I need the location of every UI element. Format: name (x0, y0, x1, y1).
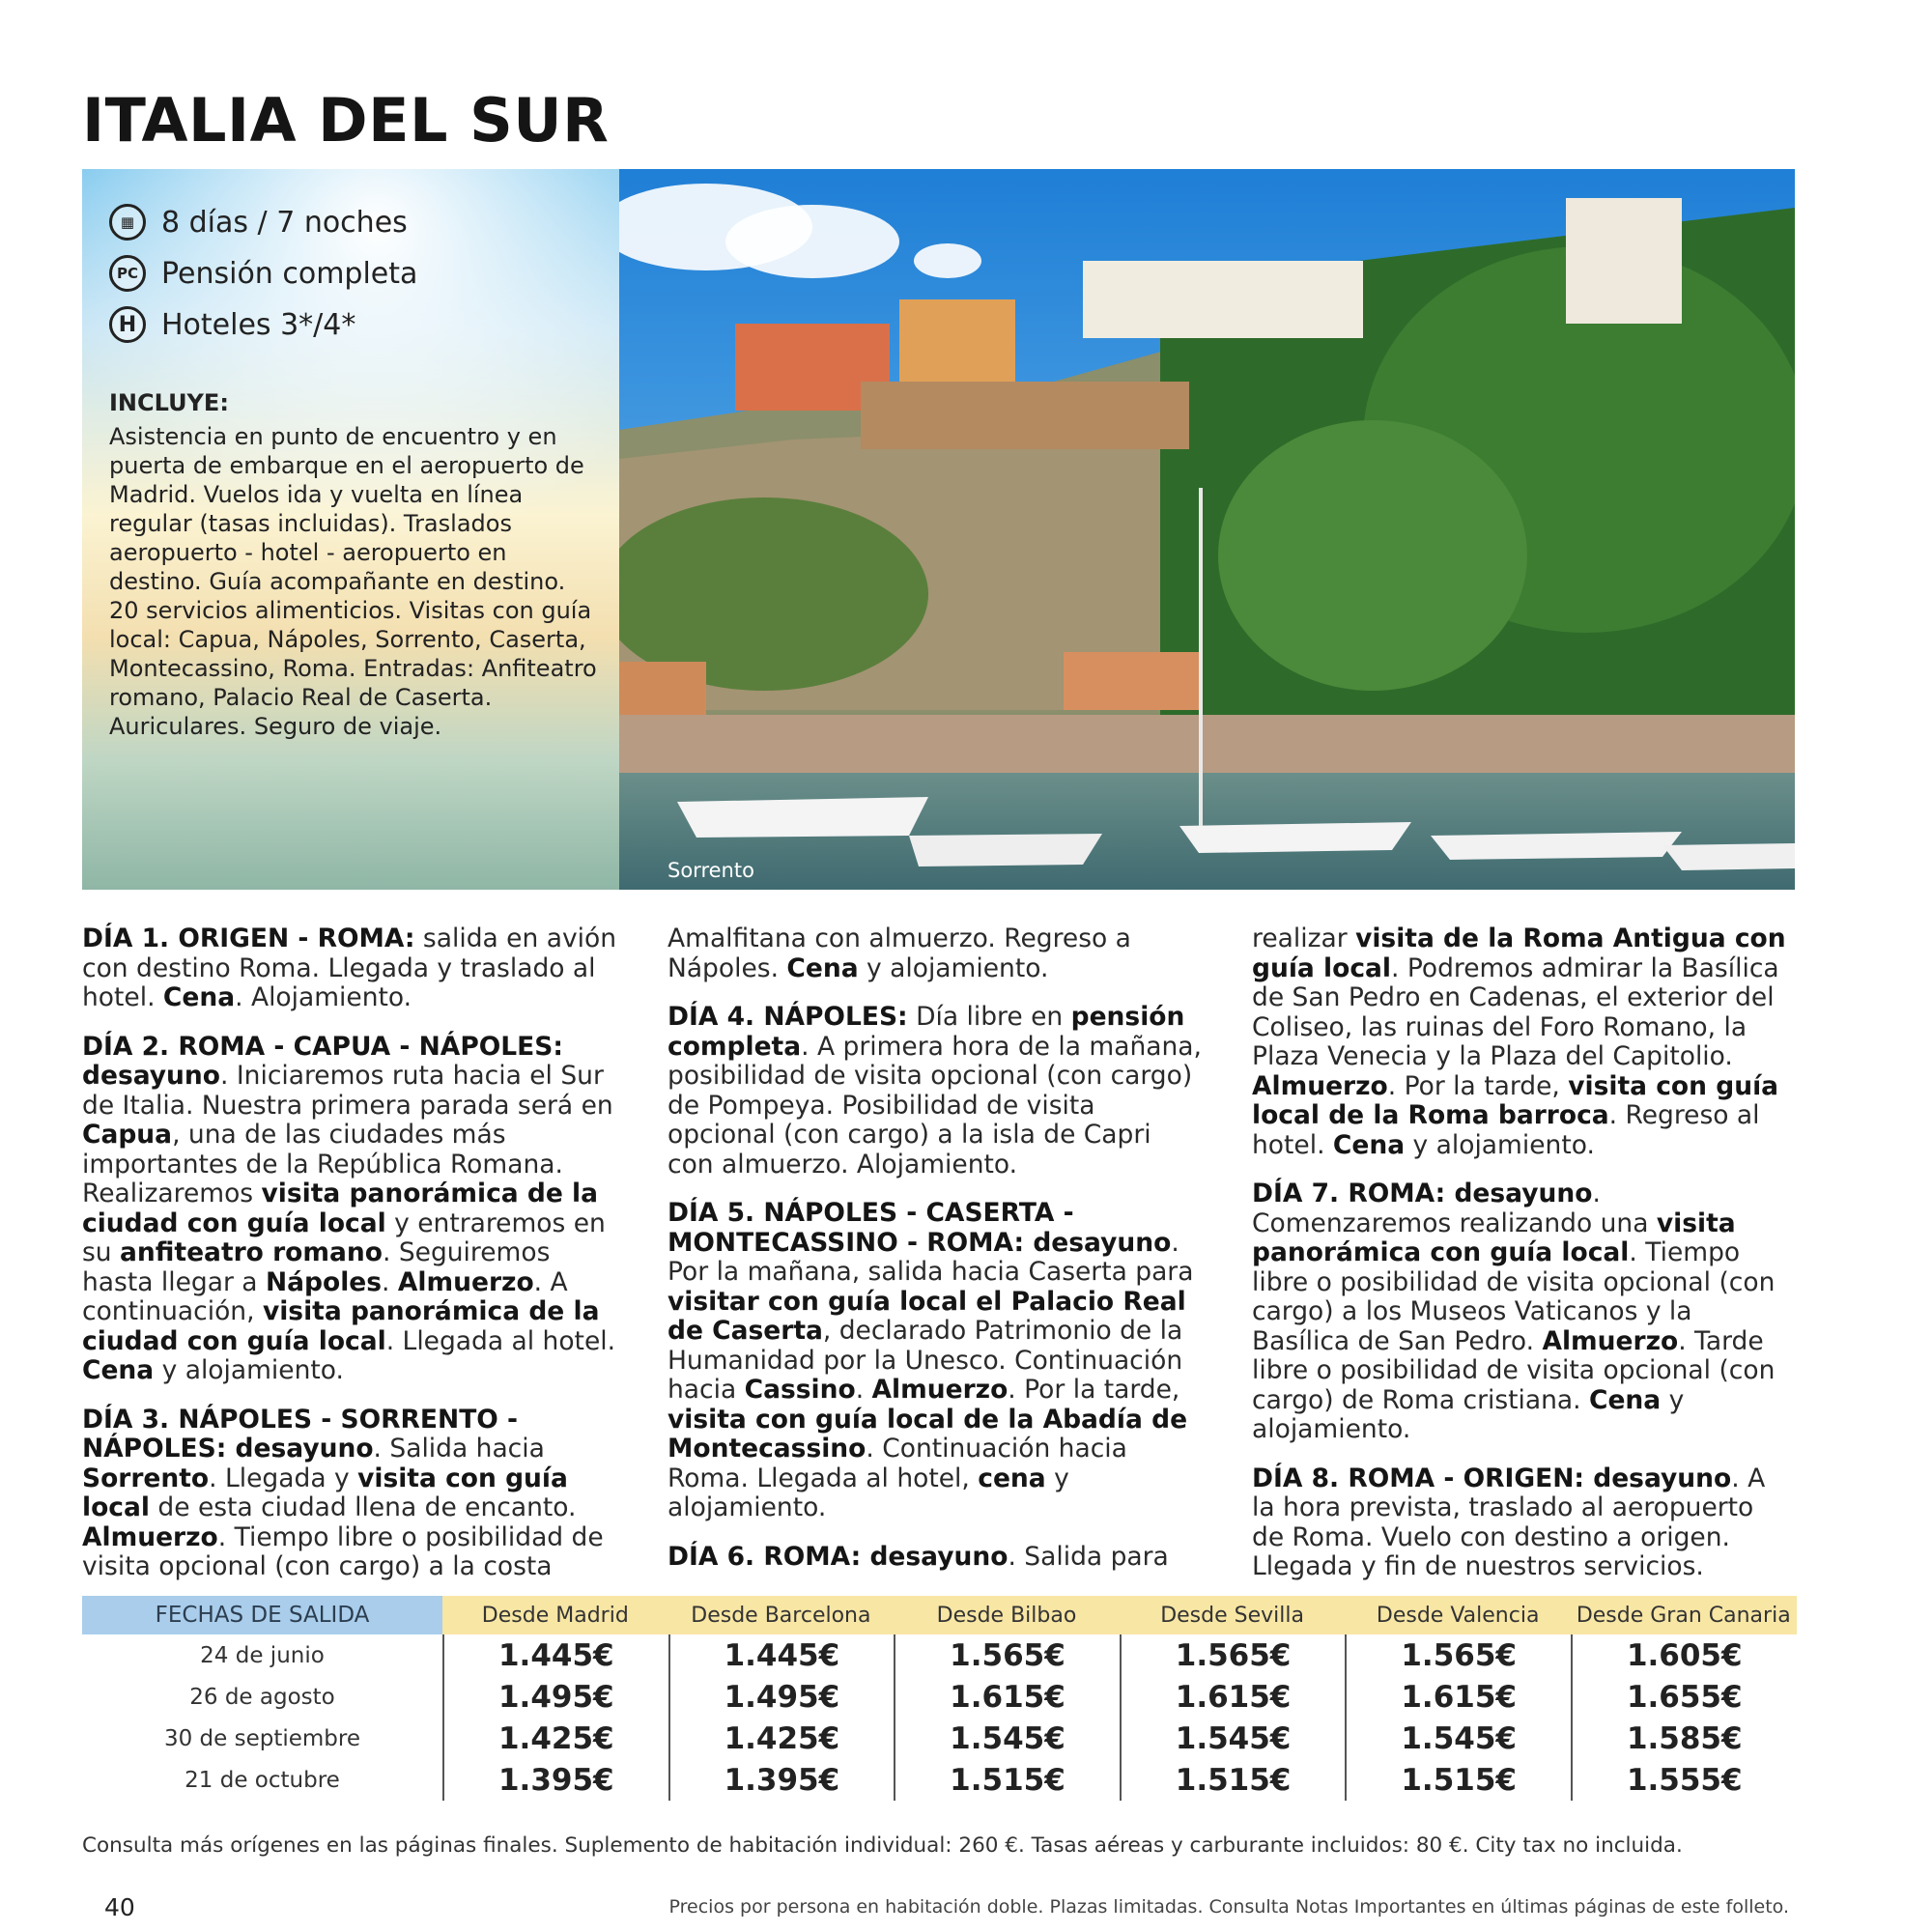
itinerary-text: de esta ciudad llena de encanto. (149, 1492, 577, 1522)
price-cell: 1.495€ (724, 1679, 840, 1715)
itinerary-bold-text: Almuerzo (1252, 1070, 1388, 1101)
price-table-header (82, 1596, 1797, 1634)
itinerary-text: realizar (1252, 923, 1356, 953)
price-cell: 1.585€ (1626, 1720, 1743, 1756)
itinerary-bold-text: anfiteatro romano (120, 1237, 383, 1267)
itinerary-text: , declarado Patrimonio de la Humanidad por la Unesco. Continuación hacia (668, 1316, 1183, 1405)
photo-caption: Sorrento (668, 859, 754, 882)
price-cell: 1.425€ (724, 1720, 840, 1756)
dates-header: FECHAS DE SALIDA (82, 1596, 442, 1634)
price-column-barcelona (668, 1634, 895, 1801)
price-cell: 1.495€ (497, 1679, 614, 1715)
itinerary-paragraph (668, 1199, 1204, 1523)
includes-title: INCLUYE: (109, 389, 229, 416)
page-number: 40 (104, 1893, 135, 1921)
itinerary-bold-text: DÍA 6. ROMA: desayuno (668, 1541, 1009, 1572)
price-cell: 1.395€ (497, 1762, 614, 1798)
itinerary-text: Día libre en (907, 1002, 1071, 1032)
itinerary-text: . Comenzaremos realizando una (1252, 1179, 1657, 1238)
itinerary-paragraph (1252, 924, 1788, 1160)
itinerary-paragraph (668, 1543, 1204, 1573)
price-table-body (82, 1634, 1797, 1801)
itinerary-bold-text: visita panorámica de la ciudad con guía local (82, 1296, 600, 1356)
hotel-icon: H (109, 306, 146, 343)
disclaimer: Precios por persona en habitación doble. Plazas limitadas. Consulta Notas Importantes en últimas páginas de este folleto. (668, 1896, 1789, 1918)
itinerary-text: . Salida hacia (373, 1434, 545, 1463)
itinerary-bold-text: visita panorámica de la ciudad con guía local (82, 1179, 599, 1238)
price-cell: 1.545€ (950, 1720, 1065, 1756)
dates-column (82, 1634, 442, 1801)
itinerary-bold-text: Almuerzo (871, 1375, 1009, 1405)
itinerary-bold-text: Cena (1332, 1129, 1406, 1160)
itinerary-bold-text: Nápoles (265, 1266, 383, 1297)
itinerary-bold-text: Almuerzo (397, 1266, 534, 1297)
page-title: ITALIA DEL SUR (82, 85, 610, 156)
itinerary-text: . Por la tarde, (1008, 1375, 1180, 1405)
itinerary-text: , una de las ciudades más importantes de la República Romana. Realizaremos (82, 1120, 563, 1208)
itinerary-text: . Por la tarde, (1387, 1070, 1569, 1101)
itinerary-bold-text: DÍA 1. ORIGEN - ROMA: (82, 923, 415, 953)
price-column-bilbao (894, 1634, 1120, 1801)
itinerary-paragraph (1252, 1464, 1788, 1582)
itinerary-text: . Tiempo libre o posibilidad de visita opcional (con cargo) a la costa (82, 1521, 604, 1581)
includes-text: Asistencia en punto de encuentro y en puerta de embarque en el aeropuerto de Madrid. Vuelos ida y vuelta en línea regular (tasas incluidas). Traslados aeropuerto - hotel - aeropuerto en destino. Guía acompañante en destino. 20 servicios alimenticios. Visitas con guía local: Capua, Nápoles, Sorrento, Caserta, Montecassino, Roma. Entradas: Anfiteatro romano, Palacio Real de Caserta. Auriculares. Seguro de viaje. (109, 423, 597, 740)
itinerary-bold-text: cena (978, 1463, 1046, 1493)
pc-icon: PC (109, 255, 146, 292)
itinerary-text: . Llegada y (209, 1463, 358, 1493)
itinerary-column-3 (1252, 924, 1788, 1602)
itinerary-bold-text: visita panorámica con guía local (1252, 1208, 1736, 1267)
itinerary-bold-text: DÍA 3. NÁPOLES - SORRENTO - NÁPOLES: desayuno (82, 1404, 519, 1463)
price-cell: 1.545€ (1175, 1720, 1292, 1756)
itinerary-text: . A la hora prevista, traslado al aeropuerto de Roma. Vuelo con destino a origen. Llegada y fin de nuestros servicios. (1252, 1463, 1766, 1581)
itinerary-text: y alojamiento. (668, 1463, 1069, 1522)
feature-duration (109, 204, 408, 241)
itinerary-text: . A primera hora de la mañana, posibilidad de visita opcional (con cargo) de Pompeya. Posibilidad de visita opcional (con cargo) a la isla de Capri con almuerzo. Alojamiento. (668, 1031, 1202, 1179)
itinerary-paragraph (82, 1406, 618, 1582)
itinerary-bold-text: Almuerzo (1542, 1325, 1679, 1356)
itinerary-text: y alojamiento. (1405, 1129, 1595, 1160)
itinerary-bold-text: Cena (1589, 1384, 1662, 1415)
origin-header: Desde Bilbao (894, 1596, 1120, 1634)
itinerary-text: . Salida para (1008, 1541, 1169, 1572)
itinerary-paragraph (668, 924, 1204, 983)
sorrento-illustration (619, 169, 1795, 890)
price-cell: 1.655€ (1626, 1679, 1743, 1715)
feature-text: Pensión completa (161, 256, 418, 291)
itinerary-bold-text: DÍA 5. NÁPOLES - CASERTA - MONTECASSINO - ROMA: desayuno (668, 1198, 1172, 1258)
price-cell: 1.515€ (950, 1762, 1065, 1798)
itinerary-text: . Iniciaremos ruta hacia el Sur de Italia. Nuestra primera parada será en (82, 1061, 613, 1121)
itinerary-bold-text: Cena (786, 952, 859, 983)
itinerary-bold-text: Cena (162, 982, 236, 1012)
itinerary-text: . Podremos admirar la Basílica de San Pedro en Cadenas, el exterior del Coliseo, las ruinas del Foro Romano, la Plaza Venecia y la Plaza del Capitolio. (1252, 952, 1779, 1071)
feature-hotels (109, 306, 355, 343)
itinerary-text: . Continuación hacia Roma. Llegada al hotel, (668, 1434, 1127, 1493)
itinerary-text: . Por la mañana, salida hacia Caserta para (668, 1227, 1194, 1287)
itinerary-bold-text: DÍA 7. ROMA: desayuno (1252, 1179, 1593, 1208)
price-cell: 1.615€ (1175, 1679, 1292, 1715)
price-column-gran-canaria (1571, 1634, 1797, 1801)
feature-text: 8 días / 7 noches (161, 205, 408, 240)
itinerary-bold-text: Sorrento (82, 1463, 210, 1493)
price-cell: 1.515€ (1175, 1762, 1292, 1798)
itinerary-text: . Llegada al hotel. (385, 1325, 616, 1356)
price-table (82, 1596, 1797, 1801)
origin-header: Desde Sevilla (1120, 1596, 1346, 1634)
date-cell: 30 de septiembre (163, 1725, 361, 1751)
itinerary-bold-text: DÍA 2. ROMA - CAPUA - NÁPOLES: desayuno (82, 1031, 563, 1091)
itinerary-text: . Seguiremos hasta llegar a (82, 1237, 551, 1297)
itinerary-text: Amalfitana con almuerzo. Regreso a Nápoles. (668, 923, 1131, 983)
itinerary-text: . Tiempo libre o posibilidad de visita opcional (con cargo) a los Museos Vaticanos y la Basílica de San Pedro. (1252, 1237, 1776, 1356)
itinerary-text: y alojamiento. (858, 952, 1049, 983)
calendar-icon: ▦ (109, 204, 146, 241)
itinerary-column-2 (668, 924, 1204, 1591)
price-cell: 1.565€ (1175, 1637, 1292, 1673)
itinerary-bold-text: Almuerzo (82, 1521, 218, 1552)
price-column-valencia (1345, 1634, 1571, 1801)
date-cell: 26 de agosto (189, 1684, 335, 1710)
origin-header: Desde Barcelona (668, 1596, 895, 1634)
itinerary-text: y alojamiento. (154, 1355, 344, 1385)
itinerary-bold-text: visita de la Roma Antigua con guía local (1252, 923, 1786, 983)
price-cell: 1.605€ (1626, 1637, 1743, 1673)
price-cell: 1.445€ (497, 1637, 614, 1673)
itinerary-bold-text: DÍA 8. ROMA - ORIGEN: desayuno (1252, 1463, 1732, 1493)
price-cell: 1.615€ (950, 1679, 1065, 1715)
itinerary-text: . Regreso al hotel. (1252, 1100, 1760, 1160)
price-cell: 1.565€ (1401, 1637, 1517, 1673)
itinerary-column-1 (82, 924, 618, 1602)
itinerary-bold-text: visita con guía local de la Roma barroca (1252, 1070, 1779, 1130)
price-cell: 1.565€ (950, 1637, 1065, 1673)
date-cell: 24 de junio (200, 1642, 325, 1668)
itinerary-bold-text: Cassino (744, 1375, 856, 1405)
feature-board (109, 255, 417, 292)
itinerary-text: y alojamiento. (1252, 1384, 1685, 1444)
itinerary-text: . (855, 1375, 872, 1405)
price-cell: 1.425€ (497, 1720, 614, 1756)
itinerary-paragraph (1252, 1179, 1788, 1445)
price-cell: 1.395€ (724, 1762, 840, 1798)
itinerary-bold-text: Cena (82, 1355, 155, 1385)
price-column-madrid (442, 1634, 668, 1801)
footnote: Consulta más orígenes en las páginas finales. Suplemento de habitación individual: 260 €. Tasas aéreas y carburante incluidos: 80 €. City tax no incluida. (82, 1833, 1683, 1858)
price-cell: 1.515€ (1401, 1762, 1517, 1798)
sorrento-photo (619, 169, 1795, 890)
itinerary-paragraph (668, 1003, 1204, 1179)
origin-header: Desde Valencia (1345, 1596, 1571, 1634)
price-cell: 1.555€ (1626, 1762, 1743, 1798)
price-cell: 1.545€ (1401, 1720, 1517, 1756)
itinerary-text: . A continuación, (82, 1266, 568, 1326)
feature-text: Hoteles 3*/4* (161, 307, 356, 342)
itinerary-bold-text: pensión completa (668, 1002, 1185, 1062)
itinerary-text: y entraremos en su (82, 1208, 606, 1267)
itinerary-bold-text: visitar con guía local el Palacio Real de Caserta (668, 1286, 1186, 1346)
itinerary-text: . Alojamiento. (235, 982, 412, 1012)
itinerary-text: . Tarde libre o posibilidad de visita opcional (con cargo) de Roma cristiana. (1252, 1325, 1776, 1415)
trip-info-panel (82, 169, 619, 890)
price-column-sevilla (1120, 1634, 1346, 1801)
date-cell: 21 de octubre (185, 1767, 340, 1793)
price-cell: 1.615€ (1401, 1679, 1517, 1715)
itinerary-bold-text: visita con guía local (82, 1463, 568, 1522)
origin-header: Desde Gran Canaria (1571, 1596, 1797, 1634)
itinerary-text: salida en avión con destino Roma. Llegada y traslado al hotel. (82, 923, 616, 1012)
itinerary-text: . (382, 1266, 398, 1297)
origin-header: Desde Madrid (442, 1596, 668, 1634)
itinerary-bold-text: visita con guía local de la Abadía de Montecassino (668, 1404, 1188, 1463)
itinerary-paragraph (82, 1033, 618, 1386)
itinerary-bold-text: DÍA 4. NÁPOLES: (668, 1002, 908, 1032)
itinerary-paragraph (82, 924, 618, 1013)
price-cell: 1.445€ (724, 1637, 840, 1673)
itinerary-bold-text: Capua (82, 1120, 173, 1150)
